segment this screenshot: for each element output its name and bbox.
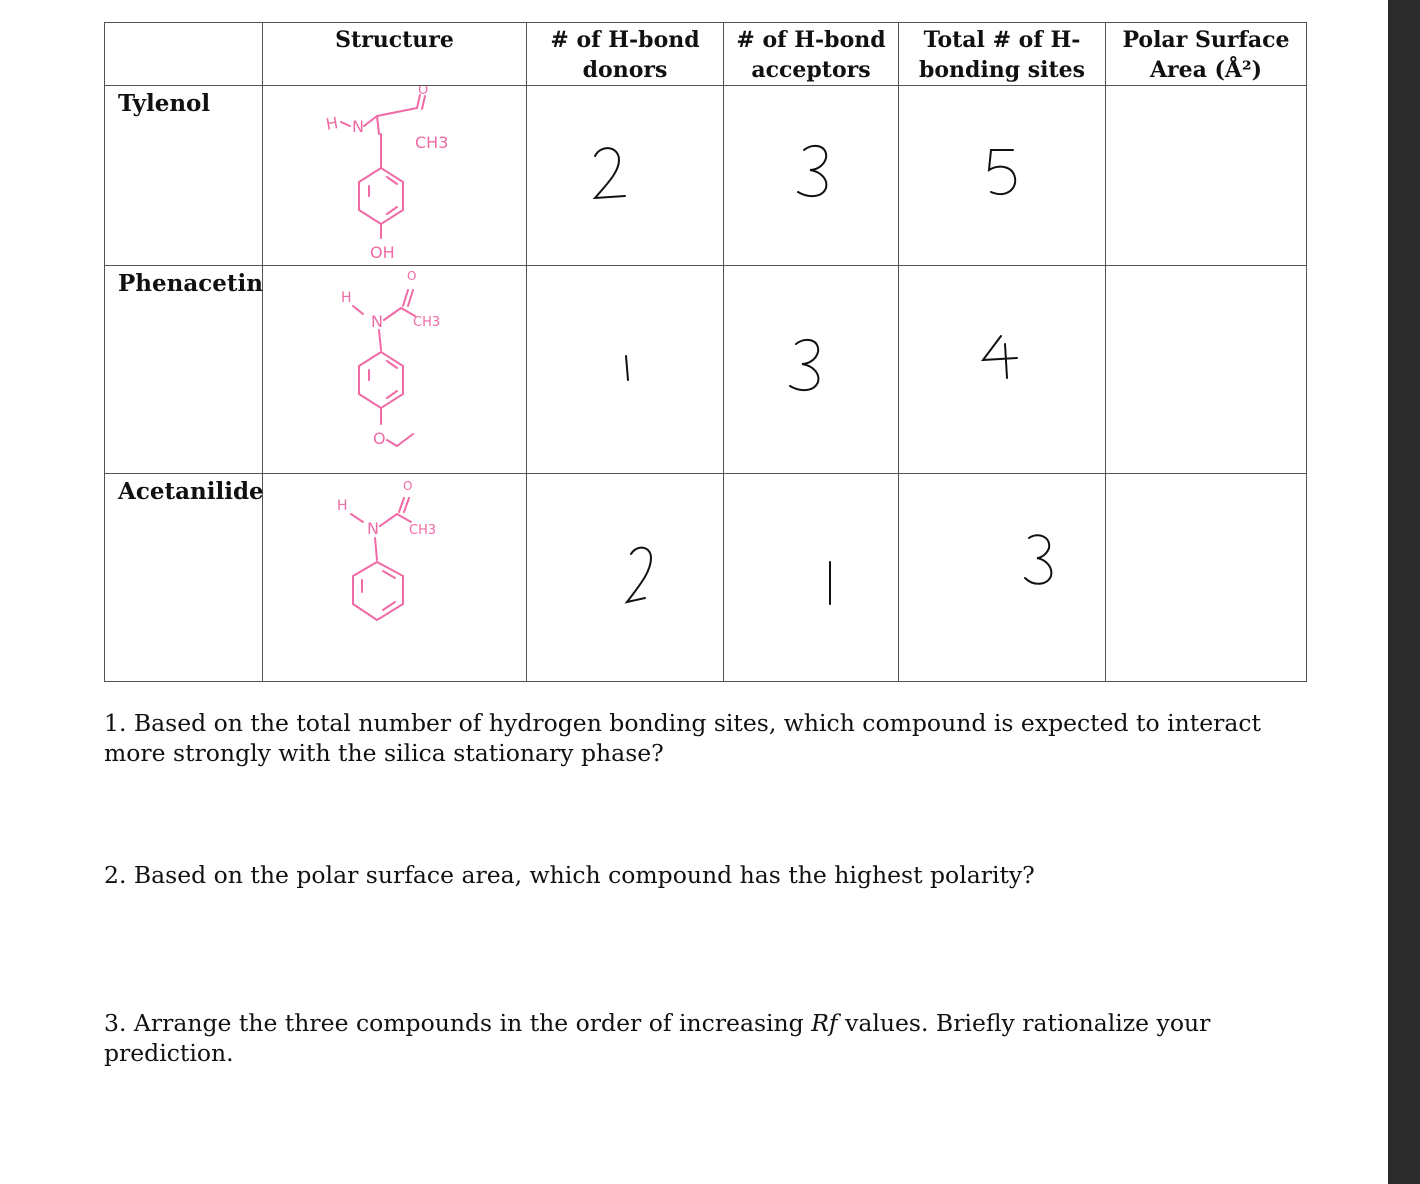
donors-cell (527, 266, 724, 474)
row-tylenol (105, 86, 1307, 266)
acceptors-cell (724, 266, 899, 474)
total-cell (899, 266, 1106, 474)
atom-label-n: N (367, 519, 379, 538)
handwritten-digit-3 (724, 86, 899, 266)
compound-name: Tylenol (105, 86, 263, 266)
handwritten-digit-2 (527, 474, 724, 682)
scrollbar[interactable] (1388, 0, 1420, 1184)
question-3 (104, 1008, 1314, 1068)
atom-label-sub: OH (370, 243, 395, 262)
handwritten-digit-4 (899, 266, 1106, 474)
structure-drawing-acetanilide (263, 474, 527, 682)
handwritten-digit-2 (527, 86, 724, 266)
compound-name: Acetanilide (105, 474, 263, 682)
header-structure: Structure (263, 23, 527, 86)
row-phenacetin (105, 266, 1307, 474)
atom-label-ch3: CH3 (415, 133, 449, 152)
atom-label-ch3: CH3 (409, 523, 437, 538)
rf-term: Rf (811, 1009, 838, 1037)
question-3-text-end: values. Briefly rationalize your prediction. (104, 1009, 1211, 1067)
question-1: 1. Based on the total number of hydrogen bonding sites, which compound is expected to interact more strongly with the silica stationary phase? (104, 709, 1261, 767)
atom-label-h: H (341, 290, 352, 306)
donors-cell (527, 86, 724, 266)
compound-name: Phenacetin (105, 266, 263, 474)
header-blank (105, 23, 263, 86)
question-3-text: 3. Arrange the three compounds in the order of increasing (104, 1009, 812, 1037)
acceptors-cell (724, 474, 899, 682)
question-2: 2. Based on the polar surface area, which compound has the highest polarity? (104, 861, 1035, 889)
total-cell (899, 474, 1106, 682)
total-cell (899, 86, 1106, 266)
atom-label-o: O (418, 86, 429, 98)
handwritten-digit-3 (724, 266, 899, 474)
header-row (105, 23, 1307, 86)
atom-label-ch3: CH3 (413, 315, 441, 330)
h-bond-table (104, 22, 1307, 682)
handwritten-digit-1 (724, 474, 899, 682)
psa-cell[interactable] (1106, 266, 1307, 474)
header-total-sites: Total # of H- bonding sites (899, 23, 1106, 86)
row-acetanilide (105, 474, 1307, 682)
header-polar-surface-area: Polar Surface Area (Å²) (1106, 23, 1307, 86)
header-acceptors: # of H-bond acceptors (724, 23, 899, 86)
atom-label-h: H (324, 113, 340, 134)
donors-cell (527, 474, 724, 682)
handwritten-digit-3 (899, 474, 1106, 682)
structure-drawing-phenacetin (263, 266, 527, 474)
atom-label-n: N (371, 312, 383, 331)
handwritten-digit-5 (899, 86, 1106, 266)
psa-cell[interactable] (1106, 474, 1307, 682)
atom-label-h: H (337, 498, 348, 514)
header-donors: # of H-bond donors (527, 23, 724, 86)
handwritten-digit-1 (527, 266, 724, 474)
psa-cell[interactable] (1106, 86, 1307, 266)
atom-label-n: N (352, 117, 364, 136)
structure-drawing-tylenol (263, 86, 527, 266)
atom-label-sub: O (373, 429, 386, 448)
atom-label-o: O (403, 479, 413, 493)
acceptors-cell (724, 86, 899, 266)
atom-label-o: O (407, 269, 417, 283)
